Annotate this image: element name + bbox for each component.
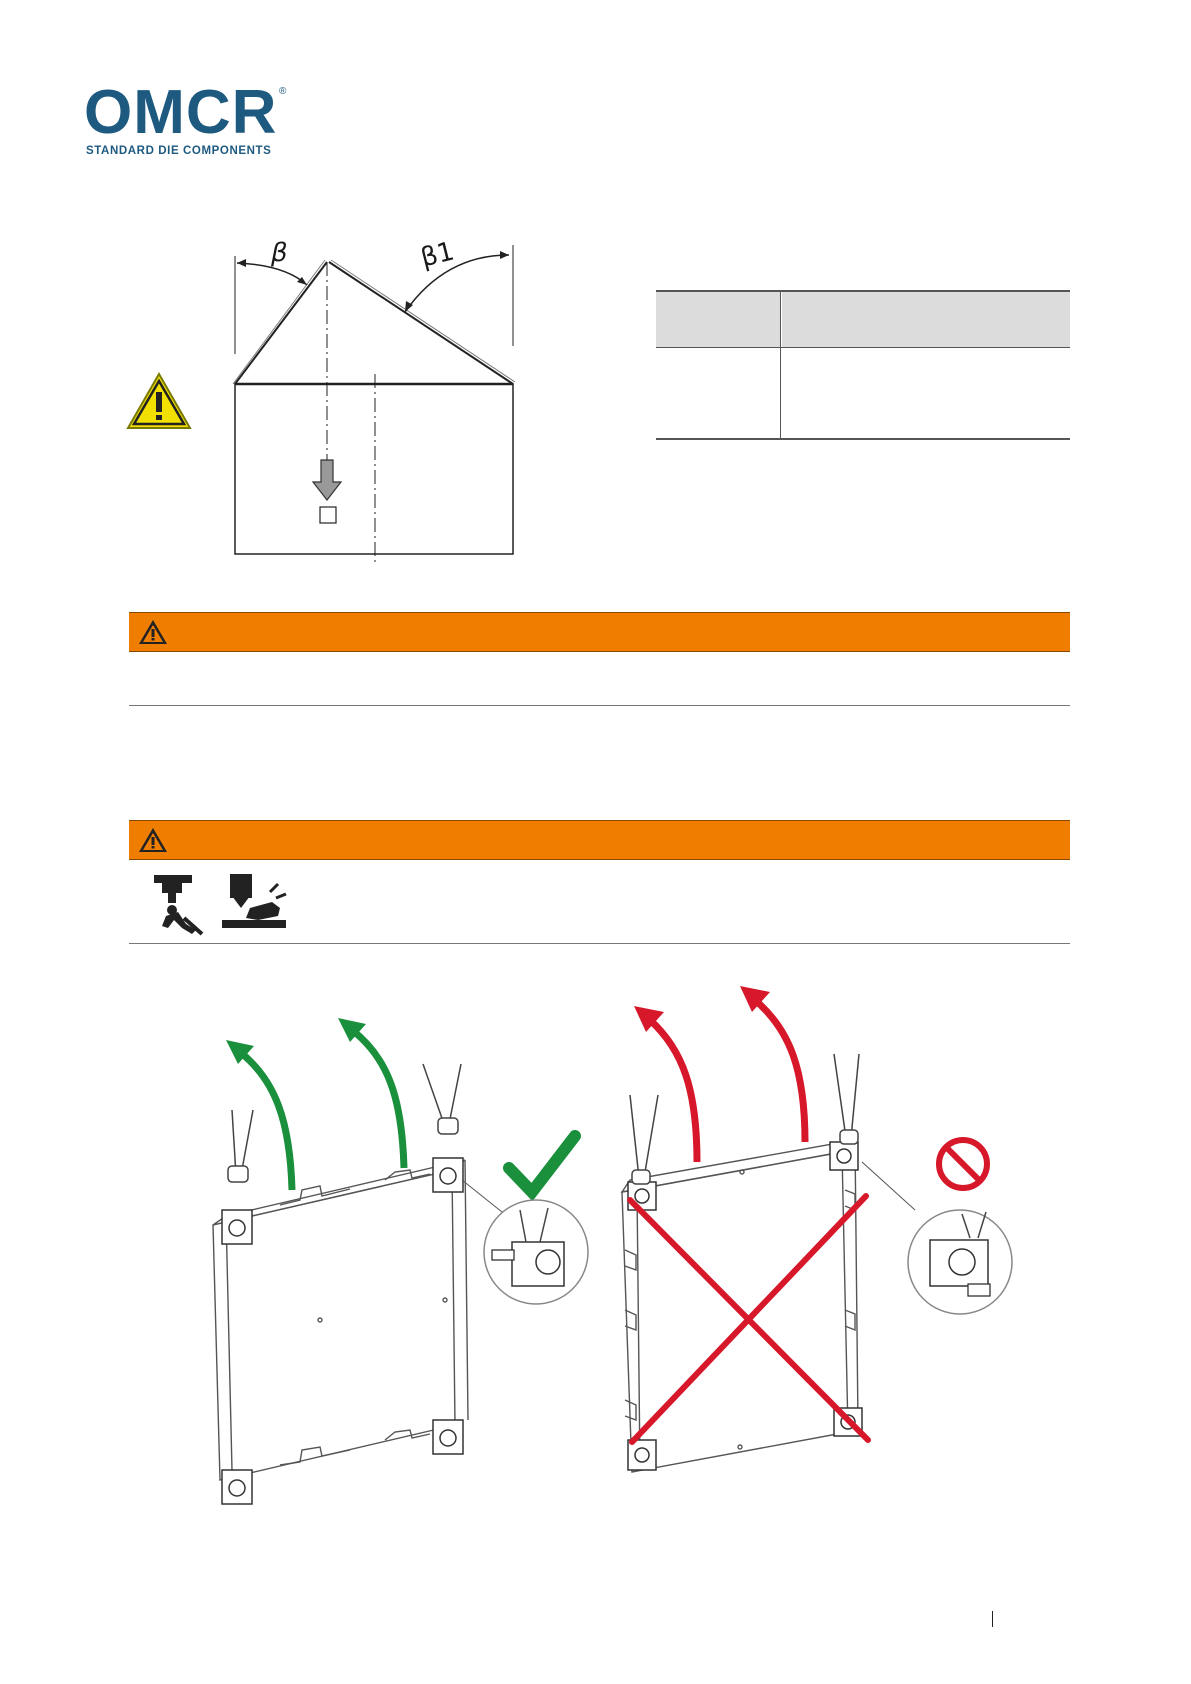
correct-lifting-plate xyxy=(213,1160,468,1480)
angle-beta1-label: β1 xyxy=(417,236,458,274)
check-mark-icon xyxy=(509,1136,575,1192)
prohibition-icon xyxy=(939,1140,987,1188)
logo-tagline: STANDARD DIE COMPONENTS xyxy=(86,145,272,157)
wrong-cross-mark xyxy=(630,1196,868,1442)
sling-hooks-right xyxy=(630,1054,859,1184)
wrong-lifting-plate xyxy=(622,1140,858,1472)
page-number-separator xyxy=(992,1611,993,1627)
registered-mark: ® xyxy=(279,86,287,97)
corner-blocks-right xyxy=(628,1142,862,1470)
angle-beta-label: β xyxy=(271,238,288,268)
correct-detail-magnifier xyxy=(484,1200,588,1304)
company-logo: OMCR xyxy=(84,78,278,147)
wrong-lift-arrows xyxy=(634,986,805,1162)
wrong-detail-magnifier xyxy=(908,1210,1012,1314)
correct-lift-arrows xyxy=(226,1018,404,1190)
